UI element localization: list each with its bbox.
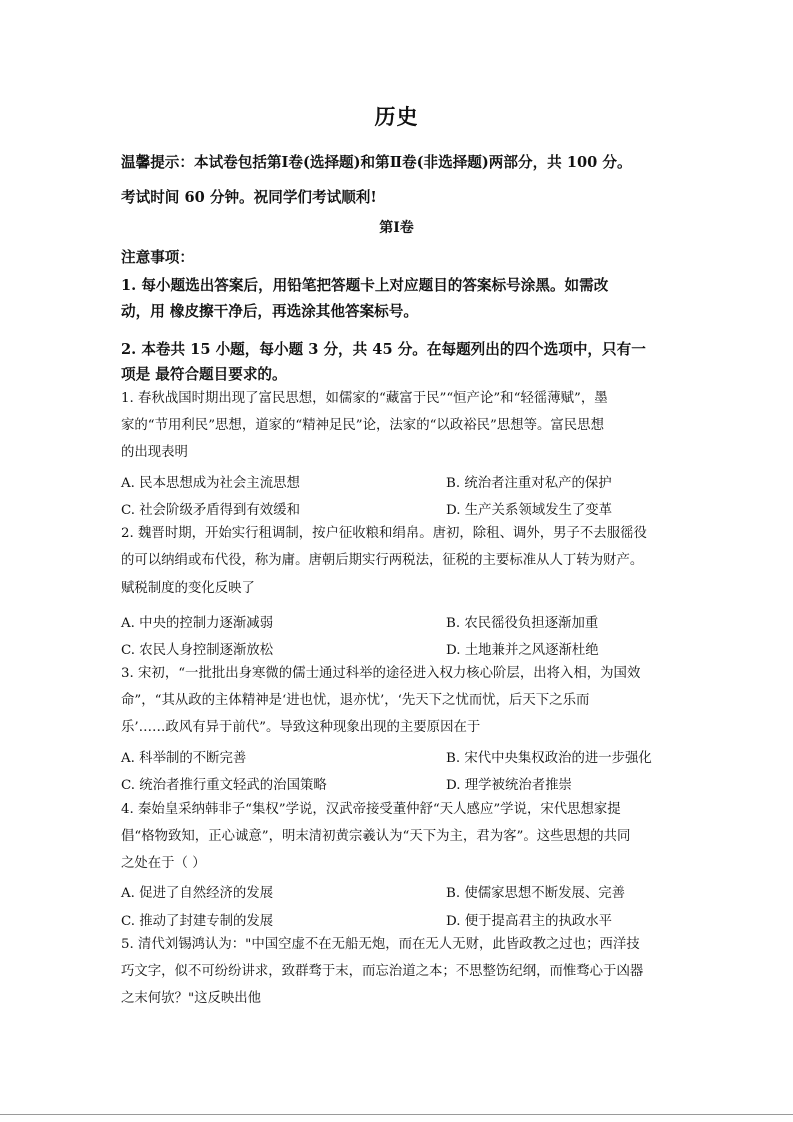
- question-5-line-2: 巧文字，似不可纷纷讲求，致群骛于末，而忘治道之本；不思整饬纪纲，而惟骛心于凶器: [121, 964, 644, 979]
- question-1-option-d: D. 生产关系领域发生了变革: [446, 503, 613, 518]
- question-1-option-b: B. 统治者注重对私产的保护: [446, 476, 612, 491]
- question-3-option-c: C. 统治者推行重文轻武的治国策略: [121, 778, 327, 793]
- note-1-line-1: 1. 每小题选出答案后，用铅笔把答题卡上对应题目的答案标号涂黑。如需改: [121, 277, 609, 294]
- question-1-line-1: 1. 春秋战国时期出现了富民思想，如儒家的“藏富于民”“恒产论”和“轻徭薄赋”，墨: [121, 391, 608, 406]
- question-3-option-d: D. 理学被统治者推崇: [446, 778, 572, 793]
- question-4-line-1: 4. 秦始皇采纳韩非子“集权”学说，汉武帝接受董仲舒“天人感应”学说，宋代思想家提: [121, 802, 621, 817]
- section-title: 第Ⅰ卷: [379, 220, 414, 236]
- page-title: 历史: [374, 104, 419, 129]
- question-4-option-b: B. 使儒家思想不断发展、完善: [446, 886, 626, 901]
- question-2-option-d: D. 土地兼并之风逐渐杜绝: [446, 643, 599, 658]
- question-4-option-a: A. 促进了自然经济的发展: [121, 886, 274, 901]
- note-2-line-1: 2. 本卷共 15 小题，每小题 3 分，共 45 分。在每题列出的四个选项中，只有一: [121, 341, 646, 358]
- question-2-line-2: 的可以纳绢或布代役，称为庸。唐朝后期实行两税法，征税的主要标准从人丁转为财产。: [121, 553, 644, 568]
- intro-line-2: 考试时间 60 分钟。祝同学们考试顺利!: [121, 189, 377, 206]
- notes-heading: 注意事项：: [121, 249, 194, 266]
- question-2-option-c: C. 农民人身控制逐渐放松: [121, 643, 274, 658]
- question-3-line-1: 3. 宋初，“一批批出身寒微的儒士通过科举的途径进入权力核心阶层，出将入相，为国效: [121, 666, 641, 681]
- question-3-line-2: 命”，“其从政的主体精神是‘进也忧，退亦忧’，‘先天下之忧而忧，后天下之乐而: [121, 693, 590, 708]
- question-4-line-2: 倡“格物致知，正心诚意”，明末清初黄宗羲认为“天下为主，君为客”。这些思想的共同: [121, 829, 631, 844]
- intro-line-1: 温馨提示：本试卷包括第Ⅰ卷(选择题)和第Ⅱ卷(非选择题)两部分，共 100 分。: [121, 154, 632, 171]
- question-4-option-d: D. 便于提高君主的执政水平: [446, 914, 613, 929]
- question-3-option-a: A. 科举制的不断完善: [121, 751, 247, 766]
- note-1-line-2: 动，用 橡皮擦干净后，再选涂其他答案标号。: [121, 303, 418, 320]
- question-1-line-2: 家的“节用利民”思想，道家的“精神足民”论，法家的“以政裕民”思想等。富民思想: [121, 418, 604, 433]
- question-2-option-b: B. 农民徭役负担逐渐加重: [446, 616, 599, 631]
- question-2-line-3: 赋税制度的变化反映了: [121, 581, 255, 596]
- question-1-option-c: C. 社会阶级矛盾得到有效缓和: [121, 503, 300, 518]
- question-4-line-3: 之处在于（ ）: [121, 856, 206, 871]
- note-2-line-2: 项是 最符合题目要求的。: [121, 366, 287, 383]
- question-1-line-3: 的出现表明: [121, 445, 188, 460]
- question-2-line-1: 2. 魏晋时期，开始实行租调制，按户征收粮和绢帛。唐初，除租、调外，男子不去服徭役: [121, 526, 647, 541]
- question-3-option-b: B. 宋代中央集权政治的进一步强化: [446, 751, 652, 766]
- question-5-line-3: 之末何欤？"这反映出他: [121, 991, 262, 1006]
- question-4-option-c: C. 推动了封建专制的发展: [121, 914, 274, 929]
- page-bottom-rule: [0, 1114, 793, 1115]
- question-3-line-3: 乐’……政风有异于前代”。导致这种现象出现的主要原因在于: [121, 720, 481, 735]
- question-2-option-a: A. 中央的控制力逐渐减弱: [121, 616, 274, 631]
- question-1-option-a: A. 民本思想成为社会主流思想: [121, 476, 300, 491]
- question-5-line-1: 5. 清代刘锡鸿认为："中国空虚不在无船无炮，而在无人无财，此皆政教之过也；西洋技: [121, 937, 640, 952]
